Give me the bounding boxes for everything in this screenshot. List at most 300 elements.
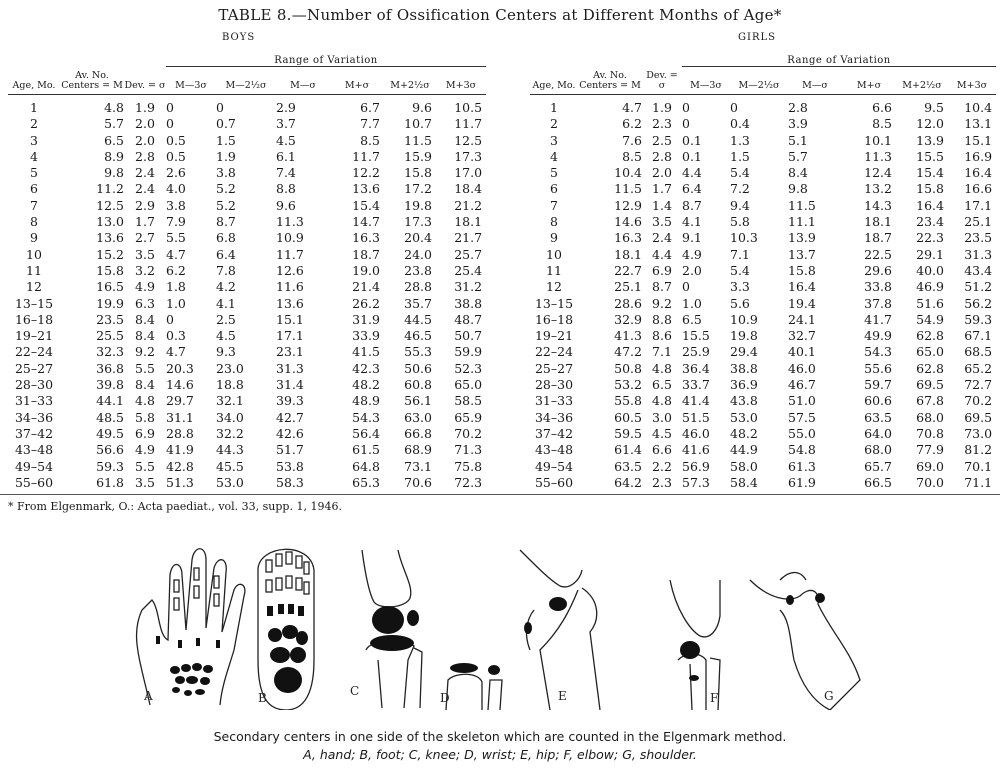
boys-cell-m+25s: 60.8 — [404, 377, 432, 393]
boys-cell-m-s: 13.6 — [276, 295, 304, 311]
boys-cell-av-centers: 61.8 — [96, 474, 124, 490]
girls-cell-age: 9 — [550, 230, 558, 246]
boys-cell-m-3s: 29.7 — [166, 393, 194, 409]
boys-row — [8, 181, 486, 197]
boys-cell-m-3s: 0 — [166, 311, 174, 327]
girls-cell-av-centers: 61.4 — [614, 442, 642, 458]
boys-cell-m-25s: 4.5 — [216, 328, 236, 344]
girls-cell-m-s: 24.1 — [788, 311, 816, 327]
boys-cell-age: 4 — [30, 148, 38, 164]
girls-cell-age: 7 — [550, 197, 558, 213]
girls-cell-dev: 7.1 — [652, 344, 672, 360]
girls-cell-m+s: 66.5 — [864, 474, 892, 490]
boys-cell-av-centers: 32.3 — [96, 344, 124, 360]
boys-cell-m-3s: 20.3 — [166, 360, 194, 376]
girls-cell-dev: 4.5 — [652, 425, 672, 441]
boys-cell-m+s: 48.2 — [352, 377, 380, 393]
girls-cell-m-3s: 33.7 — [682, 377, 710, 393]
girls-cell-dev: 6.9 — [652, 262, 672, 278]
boys-cell-dev: 4.9 — [135, 279, 155, 295]
girls-cell-m-3s: 6.5 — [682, 311, 702, 327]
girls-cell-m+3s: 16.6 — [964, 181, 993, 197]
girls-cell-m-25s: 44.9 — [730, 442, 758, 458]
boys-cell-m+3s: 38.8 — [454, 295, 483, 311]
boys-cell-m+25s: 50.6 — [404, 360, 432, 376]
girls-cell-m+3s: 67.1 — [964, 328, 993, 344]
girls-row — [530, 214, 996, 230]
range-header: Range of Variation — [166, 46, 486, 67]
boys-cell-m-s: 11.6 — [276, 279, 304, 295]
boys-cell-av-centers: 13.6 — [96, 230, 124, 246]
girls-cell-av-centers: 47.2 — [614, 344, 642, 360]
girls-cell-m-25s: 38.8 — [730, 360, 758, 376]
girls-cell-m-s: 61.3 — [788, 458, 816, 474]
girls-cell-av-centers: 28.6 — [614, 295, 642, 311]
boys-cell-av-centers: 48.5 — [96, 409, 124, 425]
boys-cell-m-3s: 0.3 — [166, 328, 186, 344]
girls-cell-m+3s: 68.5 — [964, 344, 993, 360]
girls-cell-m+s: 11.3 — [864, 148, 892, 164]
girls-cell-dev: 2.3 — [652, 474, 672, 490]
boys-cell-av-centers: 11.2 — [96, 181, 124, 197]
girls-cell-m+s: 18.7 — [864, 230, 892, 246]
boys-cell-dev: 1.7 — [135, 214, 155, 230]
girls-cell-m-s: 57.5 — [788, 409, 816, 425]
girls-cell-m+3s: 43.4 — [964, 262, 993, 278]
boys-cell-av-centers: 15.8 — [96, 262, 124, 278]
boys-cell-m-3s: 4.0 — [166, 181, 186, 197]
girls-cell-m+25s: 51.6 — [916, 295, 944, 311]
boys-cell-m+25s: 9.6 — [412, 100, 432, 115]
boys-cell-m+3s: 17.0 — [454, 165, 483, 181]
boys-cell-age: 7 — [30, 197, 38, 213]
girls-cell-m+25s: 22.3 — [916, 230, 944, 246]
girls-cell-m+3s: 51.2 — [964, 279, 993, 295]
boys-cell-m+s: 15.4 — [352, 197, 380, 213]
girls-cell-m+3s: 16.4 — [964, 165, 993, 181]
girls-cell-m-s: 54.8 — [788, 442, 816, 458]
girls-cell-age: 10 — [546, 246, 562, 262]
boys-cell-m+3s: 17.3 — [454, 148, 483, 164]
girls-row — [530, 296, 996, 312]
boys-cell-m+25s: 19.8 — [404, 197, 432, 213]
girls-cell-av-centers: 18.1 — [614, 246, 642, 262]
girls-cell-m-3s: 2.0 — [682, 262, 702, 278]
girls-cell-m+s: 54.3 — [864, 344, 892, 360]
dev-header: Dev. = σ — [642, 46, 682, 95]
boys-cell-m+s: 65.3 — [352, 474, 380, 490]
boys-cell-m+3s: 65.0 — [454, 377, 483, 393]
boys-cell-av-centers: 44.1 — [96, 393, 124, 409]
girls-row — [530, 475, 996, 491]
boys-cell-m-s: 6.1 — [276, 148, 296, 164]
boys-cell-m-3s: 3.8 — [166, 197, 186, 213]
boys-row — [8, 165, 486, 181]
girls-table — [530, 46, 996, 491]
girls-cell-m-3s: 51.5 — [682, 409, 710, 425]
boys-cell-m+3s: 65.9 — [454, 409, 483, 425]
boys-cell-age: 13–15 — [14, 295, 54, 311]
girls-cell-m-s: 3.9 — [788, 116, 808, 132]
boys-cell-m-3s: 4.7 — [166, 344, 186, 360]
boys-cell-av-centers: 56.6 — [96, 442, 124, 458]
boys-cell-m-25s: 6.8 — [216, 230, 236, 246]
boys-cell-m+3s: 70.2 — [454, 425, 483, 441]
girls-cell-m+3s: 56.2 — [964, 295, 993, 311]
girls-cell-age: 8 — [550, 214, 558, 230]
label-b: B — [258, 691, 267, 705]
col-m-s: M—σ — [276, 67, 330, 95]
boys-cell-age: 9 — [30, 230, 38, 246]
boys-cell-m-25s: 45.5 — [216, 458, 244, 474]
wrist-drawing — [446, 674, 502, 710]
boys-cell-m-s: 51.7 — [276, 442, 304, 458]
girls-cell-dev: 8.6 — [652, 328, 672, 344]
girls-cell-m-3s: 0 — [682, 279, 690, 295]
girls-row — [530, 230, 996, 246]
boys-cell-m-s: 12.6 — [276, 262, 304, 278]
boys-row — [8, 393, 486, 409]
col-m-25s: M—2½σ — [730, 67, 788, 95]
girls-cell-m-3s: 56.9 — [682, 458, 710, 474]
ossification-figure — [130, 540, 890, 710]
boys-cell-dev: 2.0 — [135, 132, 155, 148]
boys-cell-m-3s: 31.1 — [166, 409, 194, 425]
boys-cell-m+25s: 70.6 — [404, 474, 432, 490]
boys-cell-m-s: 39.3 — [276, 393, 304, 409]
girls-cell-av-centers: 25.1 — [614, 279, 642, 295]
boys-row — [8, 296, 486, 312]
girls-cell-m-3s: 8.7 — [682, 197, 702, 213]
boys-cell-m+3s: 21.2 — [454, 197, 483, 213]
boys-cell-m+25s: 56.1 — [404, 393, 432, 409]
girls-cell-av-centers: 59.5 — [614, 425, 642, 441]
boys-cell-m+25s: 17.3 — [404, 214, 432, 230]
girls-cell-av-centers: 41.3 — [614, 328, 642, 344]
label-f: F — [710, 691, 719, 705]
boys-cell-m+s: 26.2 — [352, 295, 380, 311]
girls-cell-av-centers: 16.3 — [614, 230, 642, 246]
boys-cell-m-25s: 1.9 — [216, 148, 236, 164]
girls-cell-m+3s: 13.1 — [964, 116, 993, 132]
girls-cell-m-25s: 7.1 — [730, 246, 750, 262]
label-c: C — [350, 684, 360, 698]
girls-cell-av-centers: 32.9 — [614, 311, 642, 327]
boys-cell-m-s: 31.3 — [276, 360, 304, 376]
boys-row — [8, 214, 486, 230]
boys-cell-av-centers: 16.5 — [96, 279, 124, 295]
boys-cell-m+25s: 55.3 — [404, 344, 432, 360]
girls-cell-m-s: 55.0 — [788, 425, 816, 441]
page-title: TABLE 8.—Number of Ossification Centers at Different Months of Age* — [218, 6, 782, 24]
girls-cell-av-centers: 60.5 — [614, 409, 642, 425]
girls-cell-m-25s: 0.4 — [730, 116, 750, 132]
girls-cell-m-s: 46.0 — [788, 360, 816, 376]
boys-cell-m-25s: 32.1 — [216, 393, 244, 409]
boys-cell-m+25s: 35.7 — [404, 295, 432, 311]
girls-row — [530, 410, 996, 426]
girls-cell-dev: 2.3 — [652, 116, 672, 132]
boys-cell-m+s: 54.3 — [352, 409, 380, 425]
girls-cell-age: 3 — [550, 132, 558, 148]
caption-line-1: Secondary centers in one side of the skeleton which are counted in the Elgenmark method. — [213, 729, 787, 744]
boys-cell-age: 25–27 — [14, 360, 54, 376]
boys-cell-m+25s: 66.8 — [404, 425, 432, 441]
girls-cell-m+25s: 46.9 — [916, 279, 944, 295]
col-m-3s: M—3σ — [166, 67, 216, 95]
girls-cell-m+s: 60.6 — [864, 393, 892, 409]
girls-row — [530, 247, 996, 263]
girls-cell-m+25s: 62.8 — [916, 328, 944, 344]
girls-row — [530, 116, 996, 132]
girls-cell-age: 4 — [550, 148, 558, 164]
boys-row — [8, 328, 486, 344]
girls-cell-age: 19–21 — [534, 328, 574, 344]
girls-cell-m-s: 9.8 — [788, 181, 808, 197]
girls-cell-m-25s: 19.8 — [730, 328, 758, 344]
girls-cell-m+3s: 70.2 — [964, 393, 993, 409]
col-m-25s: M—2½σ — [216, 67, 276, 95]
boys-cell-m-s: 2.9 — [276, 100, 296, 115]
girls-cell-m-3s: 0 — [682, 100, 690, 115]
boys-cell-m+25s: 68.9 — [404, 442, 432, 458]
girls-row — [530, 328, 996, 344]
boys-cell-av-centers: 19.9 — [96, 295, 124, 311]
boys-cell-m+25s: 11.5 — [404, 132, 432, 148]
label-d: D — [440, 691, 450, 705]
boys-cell-m+3s: 25.4 — [454, 262, 483, 278]
boys-cell-m-25s: 1.5 — [216, 132, 236, 148]
boys-cell-av-centers: 8.9 — [104, 148, 124, 164]
girls-cell-m-25s: 10.3 — [730, 230, 758, 246]
boys-cell-m+3s: 21.7 — [454, 230, 483, 246]
boys-cell-m-3s: 6.2 — [166, 262, 186, 278]
boys-cell-dev: 1.9 — [135, 100, 155, 115]
boys-row — [8, 149, 486, 165]
boys-cell-m+s: 19.0 — [352, 262, 380, 278]
boys-cell-m+3s: 59.9 — [454, 344, 483, 360]
girls-cell-m+3s: 23.5 — [964, 230, 993, 246]
girls-cell-dev: 6.5 — [652, 377, 672, 393]
boys-cell-m+s: 56.4 — [352, 425, 380, 441]
girls-cell-m-3s: 0 — [682, 116, 690, 132]
hip-drawing — [520, 550, 600, 710]
boys-cell-m+3s: 11.7 — [454, 116, 483, 132]
col-m-3s: M—3σ — [682, 67, 730, 95]
boys-row — [8, 475, 486, 491]
girls-row — [530, 95, 996, 117]
boys-cell-m-25s: 18.8 — [216, 377, 244, 393]
boys-cell-m+s: 8.5 — [360, 132, 380, 148]
boys-cell-m+3s: 75.8 — [454, 458, 483, 474]
boys-cell-av-centers: 49.5 — [96, 425, 124, 441]
boys-cell-age: 19–21 — [14, 328, 54, 344]
boys-cell-m+3s: 25.7 — [454, 246, 483, 262]
boys-row — [8, 377, 486, 393]
boys-cell-m-s: 7.4 — [276, 165, 296, 181]
boys-cell-m-3s: 2.6 — [166, 165, 186, 181]
girls-cell-m-25s: 3.3 — [730, 279, 750, 295]
girls-cell-m-25s: 5.4 — [730, 262, 750, 278]
girls-cell-m-3s: 25.9 — [682, 344, 710, 360]
girls-cell-m-s: 13.9 — [788, 230, 816, 246]
boys-cell-age: 43–48 — [14, 442, 54, 458]
girls-cell-m+s: 49.9 — [864, 328, 892, 344]
boys-cell-m+s: 42.3 — [352, 360, 380, 376]
boys-cell-dev: 2.8 — [135, 148, 155, 164]
girls-row — [530, 165, 996, 181]
boys-cell-m+25s: 28.8 — [404, 279, 432, 295]
boys-cell-dev: 6.3 — [135, 295, 155, 311]
range-header: Range of Variation — [682, 46, 996, 67]
boys-row — [8, 279, 486, 295]
boys-cell-m+s: 13.6 — [352, 181, 380, 197]
boys-cell-m-3s: 42.8 — [166, 458, 194, 474]
boys-cell-m+s: 18.7 — [352, 246, 380, 262]
girls-cell-m-25s: 29.4 — [730, 344, 758, 360]
girls-cell-av-centers: 10.4 — [614, 165, 642, 181]
boys-cell-m-25s: 5.2 — [216, 197, 236, 213]
boys-cell-m+s: 41.5 — [352, 344, 380, 360]
girls-cell-m+s: 64.0 — [864, 425, 892, 441]
girls-cell-dev: 2.2 — [652, 458, 672, 474]
girls-cell-m-s: 11.1 — [788, 214, 816, 230]
girls-row — [530, 181, 996, 197]
girls-row — [530, 312, 996, 328]
girls-cell-m+25s: 69.0 — [916, 458, 944, 474]
boys-row — [8, 312, 486, 328]
girls-cell-age: 2 — [550, 116, 558, 132]
boys-cell-m+3s: 31.2 — [454, 279, 483, 295]
girls-cell-age: 43–48 — [534, 442, 574, 458]
boys-cell-age: 31–33 — [14, 393, 54, 409]
boys-cell-m-25s: 6.4 — [216, 246, 236, 262]
boys-cell-dev: 8.4 — [135, 328, 155, 344]
boys-cell-m+25s: 17.2 — [404, 181, 432, 197]
girls-cell-m+25s: 15.8 — [916, 181, 944, 197]
girls-row — [530, 442, 996, 458]
girls-row — [530, 393, 996, 409]
girls-cell-age: 28–30 — [534, 377, 574, 393]
girls-cell-age: 31–33 — [534, 393, 574, 409]
boys-cell-dev: 2.0 — [135, 116, 155, 132]
boys-cell-m-3s: 41.9 — [166, 442, 194, 458]
girls-cell-age: 55–60 — [534, 474, 574, 490]
col-m+25s: M+2½σ — [896, 67, 948, 95]
girls-cell-m+25s: 9.5 — [924, 100, 944, 115]
girls-cell-m-25s: 36.9 — [730, 377, 758, 393]
girls-cell-m+25s: 68.0 — [916, 409, 944, 425]
girls-cell-dev: 8.8 — [652, 311, 672, 327]
girls-cell-av-centers: 7.6 — [622, 132, 642, 148]
boys-row — [8, 459, 486, 475]
caption-line-2: A, hand; B, foot; C, knee; D, wrist; E, hip; F, elbow; G, shoulder. — [303, 747, 697, 762]
dev-header: Dev. = σ — [124, 46, 166, 95]
boys-cell-m+25s: 15.8 — [404, 165, 432, 181]
boys-cell-age: 28–30 — [14, 377, 54, 393]
girls-cell-m-3s: 6.4 — [682, 181, 702, 197]
boys-cell-m-3s: 0 — [166, 116, 174, 132]
girls-cell-m-s: 13.7 — [788, 246, 816, 262]
boys-cell-m-3s: 7.9 — [166, 214, 186, 230]
label-a: A — [144, 689, 153, 703]
girls-cell-dev: 9.2 — [652, 295, 672, 311]
boys-cell-dev: 6.9 — [135, 425, 155, 441]
girls-cell-dev: 1.7 — [652, 181, 672, 197]
boys-cell-m-s: 9.6 — [276, 197, 296, 213]
girls-cell-age: 13–15 — [534, 295, 574, 311]
girls-cell-dev: 4.4 — [652, 246, 672, 262]
girls-cell-m-s: 19.4 — [788, 295, 816, 311]
girls-cell-dev: 2.0 — [652, 165, 672, 181]
av-centers-header: Av. No. Centers = M — [578, 46, 642, 95]
girls-cell-av-centers: 4.7 — [622, 100, 642, 115]
girls-cell-m+3s: 65.2 — [964, 360, 993, 376]
girls-cell-m+25s: 15.4 — [916, 165, 944, 181]
boys-table — [8, 46, 486, 491]
boys-cell-m-25s: 44.3 — [216, 442, 244, 458]
girls-row — [530, 263, 996, 279]
girls-cell-m+3s: 73.0 — [964, 425, 993, 441]
girls-cell-m+25s: 70.8 — [916, 425, 944, 441]
girls-row — [530, 459, 996, 475]
boys-row — [8, 133, 486, 149]
girls-cell-m-s: 8.4 — [788, 165, 808, 181]
girls-cell-age: 6 — [550, 181, 558, 197]
girls-cell-age: 25–27 — [534, 360, 574, 376]
girls-cell-m+s: 14.3 — [864, 197, 892, 213]
boys-cell-m-s: 8.8 — [276, 181, 296, 197]
boys-cell-m-3s: 0.5 — [166, 132, 186, 148]
boys-cell-dev: 5.5 — [135, 360, 155, 376]
girls-cell-m-25s: 9.4 — [730, 197, 750, 213]
col-m-s: M—σ — [788, 67, 842, 95]
girls-cell-m-s: 51.0 — [788, 393, 816, 409]
boys-cell-age: 22–24 — [14, 344, 54, 360]
girls-cell-m-s: 5.1 — [788, 132, 808, 148]
girls-cell-age: 16–18 — [534, 311, 574, 327]
boys-cell-av-centers: 39.8 — [96, 377, 124, 393]
girls-cell-m+s: 18.1 — [864, 214, 892, 230]
boys-cell-m+3s: 18.4 — [454, 181, 483, 197]
girls-cell-age: 49–54 — [534, 458, 574, 474]
boys-cell-m-s: 10.9 — [276, 230, 304, 246]
girls-cell-m+s: 12.4 — [864, 165, 892, 181]
girls-cell-m-25s: 1.5 — [730, 148, 750, 164]
girls-cell-m+s: 10.1 — [864, 132, 892, 148]
boys-cell-m-25s: 53.0 — [216, 474, 244, 490]
girls-label: GIRLS — [738, 32, 776, 43]
boys-cell-m-25s: 2.5 — [216, 311, 236, 327]
girls-row — [530, 377, 996, 393]
boys-cell-m+3s: 50.7 — [454, 328, 483, 344]
girls-cell-m+25s: 54.9 — [916, 311, 944, 327]
girls-cell-dev: 2.4 — [652, 230, 672, 246]
girls-cell-m-3s: 57.3 — [682, 474, 710, 490]
boys-cell-m+25s: 10.7 — [404, 116, 432, 132]
girls-cell-m-25s: 5.6 — [730, 295, 750, 311]
boys-cell-m+s: 64.8 — [352, 458, 380, 474]
girls-cell-m-s: 46.7 — [788, 377, 816, 393]
boys-cell-dev: 8.4 — [135, 311, 155, 327]
boys-cell-m-25s: 4.2 — [216, 279, 236, 295]
boys-cell-av-centers: 13.0 — [96, 214, 124, 230]
girls-cell-m-25s: 53.0 — [730, 409, 758, 425]
boys-cell-m-3s: 28.8 — [166, 425, 194, 441]
boys-cell-m+s: 14.7 — [352, 214, 380, 230]
boys-cell-m-3s: 4.7 — [166, 246, 186, 262]
girls-cell-av-centers: 11.5 — [614, 181, 642, 197]
